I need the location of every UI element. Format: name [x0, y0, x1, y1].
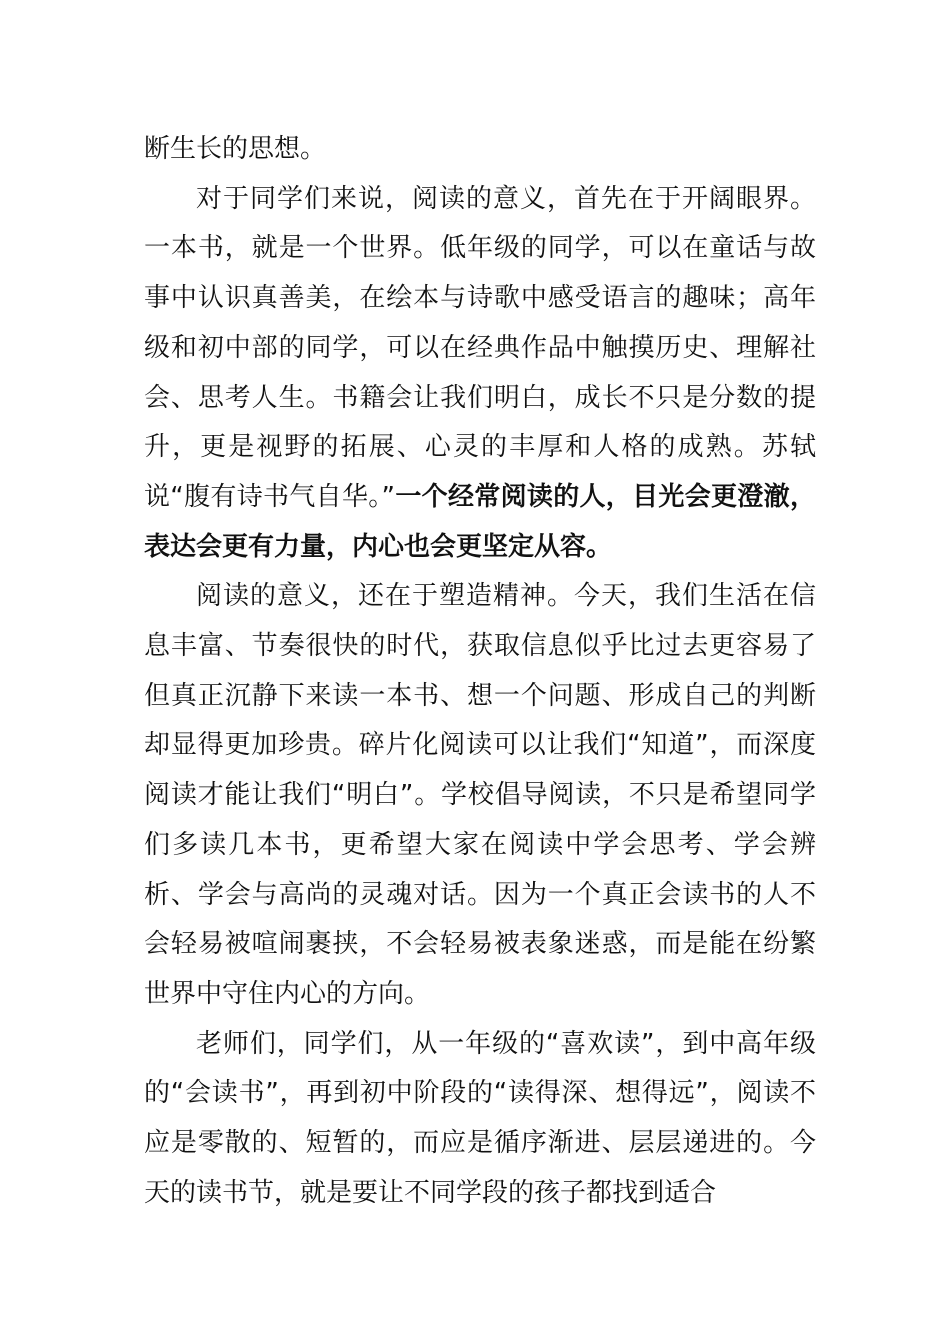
paragraph-1: [144, 125, 816, 175]
paragraph-2: [144, 175, 816, 573]
paragraph-4: [144, 1020, 816, 1219]
paragraph-2-bold-text: 一个经常阅读的人，目光会更澄澈，表达会更有力量，内心也会更坚定从容。: [144, 481, 816, 562]
paragraph-2-text: 对于同学们来说，阅读的意义，首先在于开阔眼界。一本书，就是一个世界。低年级的同学，可以在童话与故事中认识真善美，在绘本与诗歌中感受语言的趣味；高年级和初中部的同学，可以在经典作品中触摸历史、理解社会、思考人生。书籍会让我们明白，成长不只是分数的提升，更是视野的拓展、心灵的丰厚和人格的成熟。苏轼说“腹有诗书气自华。”: [144, 183, 816, 512]
paragraph-1-text: 断生长的思想。: [144, 134, 327, 164]
paragraph-3: [144, 572, 816, 1019]
paragraph-3-text: 阅读的意义，还在于塑造精神。今天，我们生活在信息丰富、节奏很快的时代，获取信息似乎比过去更容易了但真正沉静下来读一本书、想一个问题、形成自己的判断却显得更加珍贵。碎片化阅读可以让我们“知道”，而深度阅读才能让我们“明白”。学校倡导阅读，不只是希望同学们多读几本书，更希望大家在阅读中学会思考、学会辨析、学会与高尚的灵魂对话。因为一个真正会读书的人不会轻易被喧闹裹挟，不会轻易被表象迷惑，而是能在纷繁世界中守住内心的方向。: [144, 581, 816, 1009]
document-page: [144, 125, 816, 1218]
paragraph-4-text: 老师们，同学们，从一年级的“喜欢读”，到中高年级的“会读书”，再到初中阶段的“读得深、想得远”，阅读不应是零散的、短暂的，而应是循序渐进、层层递进的。今天的读书节，就是要让不同学段的孩子都找到适合: [144, 1028, 816, 1208]
